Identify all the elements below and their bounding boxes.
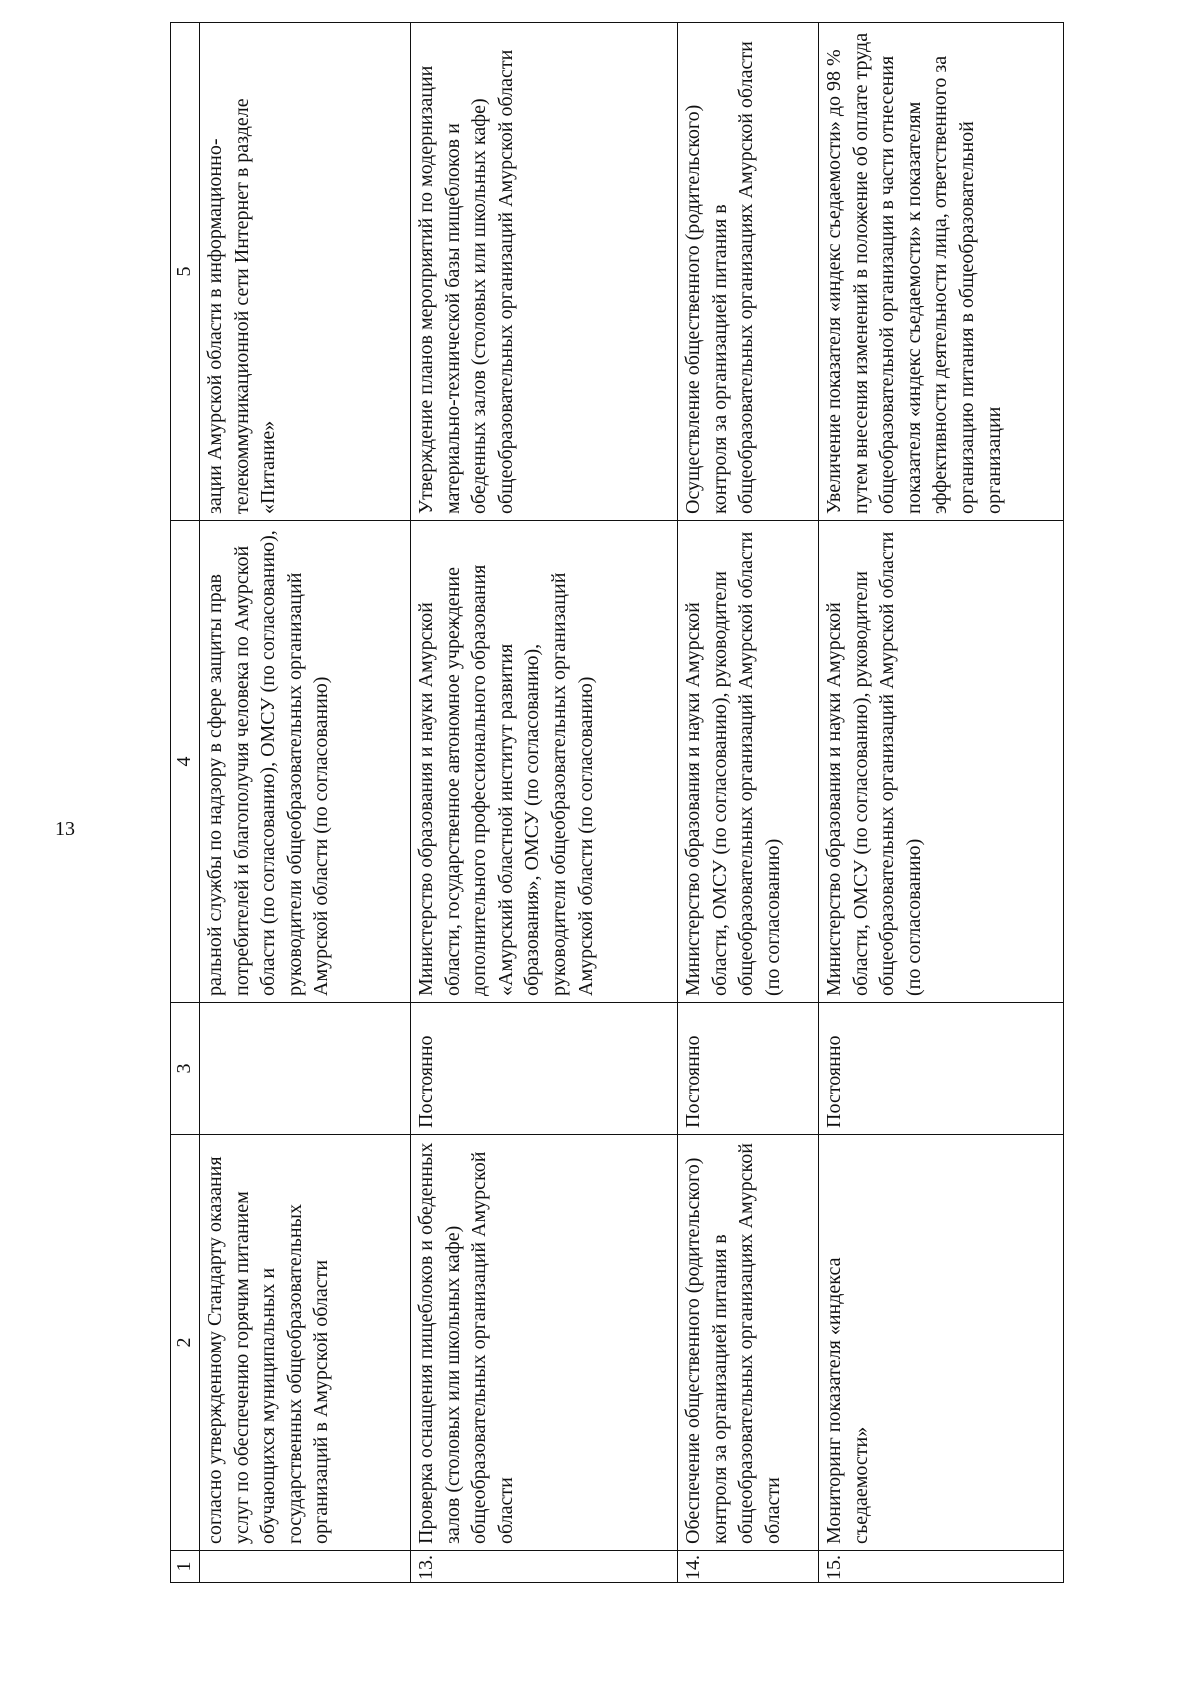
header-row: [171, 23, 200, 1583]
activity-cell: Обеспечение общественного (родительского) контроля за организацией питания в общеобразовательных организациях Амурской области: [678, 1135, 819, 1551]
term-cell: Постоянно: [819, 1003, 1064, 1135]
rotated-table-container: [170, 23, 1064, 1583]
row-number: 15.: [819, 1551, 1064, 1583]
table-row: [411, 23, 678, 1583]
page-number: 13: [55, 818, 75, 840]
row-number: 14.: [678, 1551, 819, 1583]
header-cell-3: 3: [171, 1003, 200, 1135]
header-cell-1: 1: [171, 1551, 200, 1583]
table-row: [200, 23, 411, 1583]
term-cell: Постоянно: [411, 1003, 678, 1135]
row-number: [200, 1551, 411, 1583]
responsible-cell: Министерство образования и науки Амурской области, государственное автономное учреждение дополнительного профессионального образования «Амурский областной институт развития образования», ОМСУ (по согласованию), руководители общеобразовательных организаций Амурской области (по согласованию): [411, 521, 678, 1003]
activity-cell: согласно утвержденному Стандарту оказания услуг по обеспечению горячим питанием обучающихся муниципальных и государственных общеобразовательных организаций в Амурской области: [200, 1135, 411, 1551]
header-cell-2: 2: [171, 1135, 200, 1551]
activity-cell: Мониторинг показателя «индекса съедаемости»: [819, 1135, 1064, 1551]
result-cell: Утверждение планов мероприятий по модернизации материально-технической базы пищеблоков и обеденных залов (столовых или школьных кафе) общеобразовательных организаций Амурской области: [411, 23, 678, 521]
term-cell: Постоянно: [678, 1003, 819, 1135]
header-cell-5: 5: [171, 23, 200, 521]
table-row: [819, 23, 1064, 1583]
responsible-cell: Министерство образования и науки Амурской области, ОМСУ (по согласованию), руководители общеобразовательных организаций Амурской области (по согласованию): [819, 521, 1064, 1003]
row-number: 13.: [411, 1551, 678, 1583]
result-cell: зации Амурской области в информационно-телекоммуникационной сети Интернет в разделе «Питание»: [200, 23, 411, 521]
responsible-cell: ральной службы по надзору в сфере защиты прав потребителей и благополучия человека по Амурской области (по согласованию), ОМСУ (по согласованию), руководители общеобразовательных организаций Амурской области (по согласованию): [200, 521, 411, 1003]
activity-cell: Проверка оснащения пищеблоков и обеденных залов (столовых или школьных кафе) общеобразовательных организаций Амурской области: [411, 1135, 678, 1551]
responsible-cell: Министерство образования и науки Амурской области, ОМСУ (по согласованию), руководители общеобразовательных организаций Амурской области (по согласованию): [678, 521, 819, 1003]
result-cell: Осуществление общественного (родительского) контроля за организацией питания в общеобразовательных организациях Амурской области: [678, 23, 819, 521]
result-cell: Увеличение показателя «индекс съедаемости» до 98 % путем внесения изменений в положение об оплате труда общеобразовательной организации в части отнесения показателя «индекс съедаемости» к показателям эффективности деятельности лица, ответственного за организацию питания в общеобразовательной организации: [819, 23, 1064, 521]
header-cell-4: 4: [171, 521, 200, 1003]
term-cell: [200, 1003, 411, 1135]
table-row: [678, 23, 819, 1583]
measures-table: [170, 22, 1064, 1583]
